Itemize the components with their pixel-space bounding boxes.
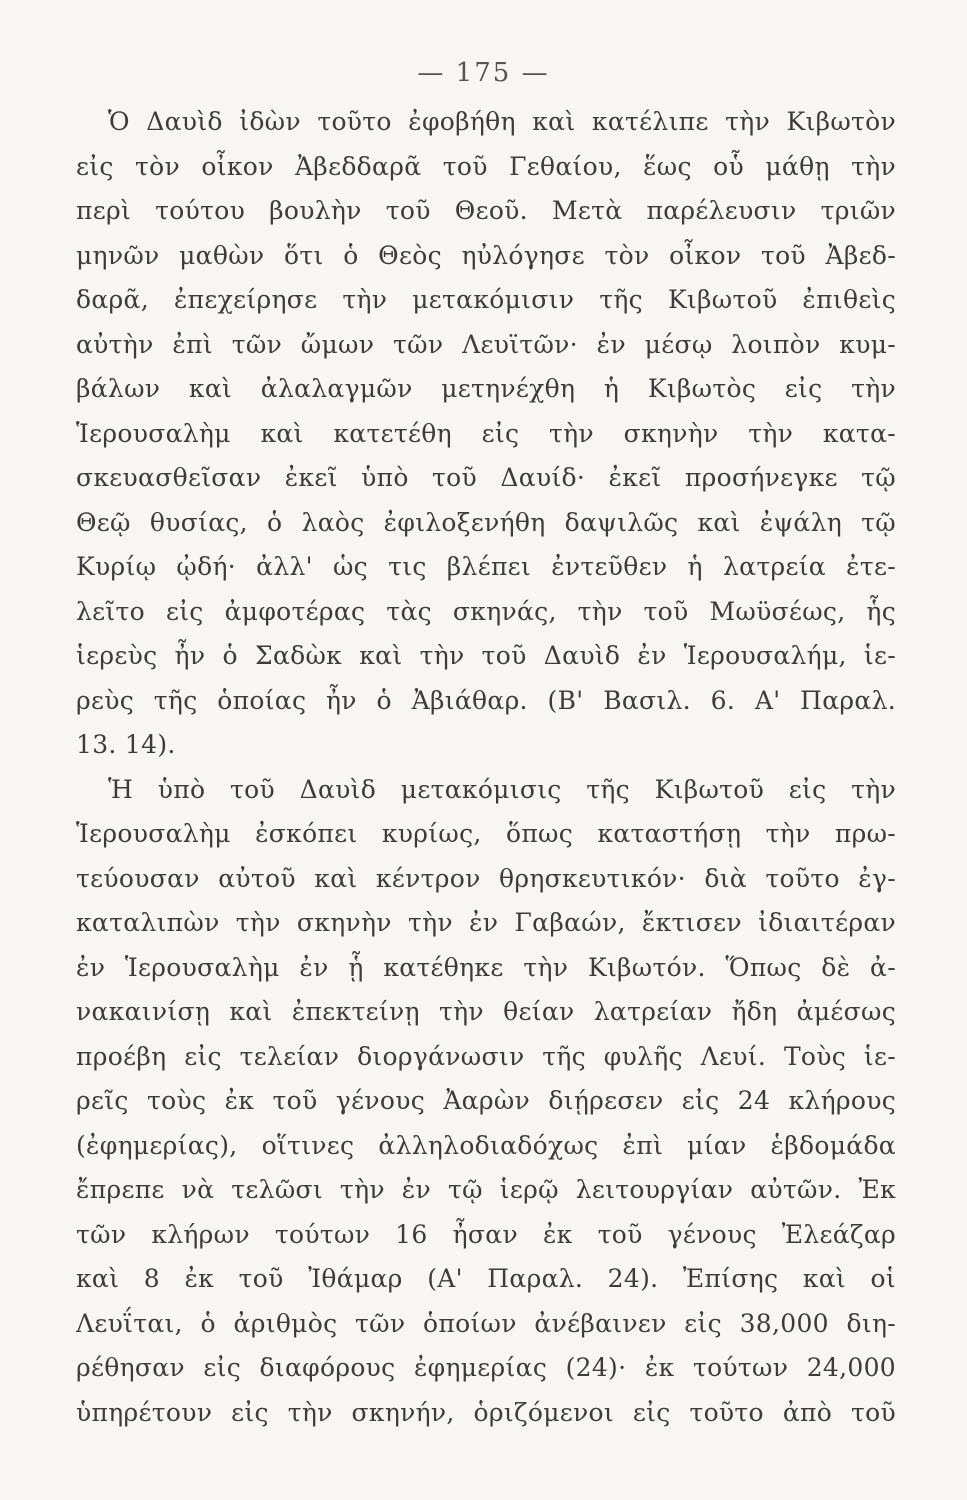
text-line: ρεὺς τῆς ὁποίας ἦν ὁ Ἀβιάθαρ. (Β' Βασιλ. 6. Α' Παραλ. [76, 685, 896, 715]
text-line: ἱερεὺς ἦν ὁ Σαδὼκ καὶ τὴν τοῦ Δαυὶδ ἐν Ἱερουσαλήμ, ἱε- [76, 641, 896, 670]
text-line: τεύουσαν αὐτοῦ καὶ κέντρον θρησκευτικόν· διὰ τοῦτο ἐγ- [76, 863, 896, 893]
text-line: Κυρίῳ ᾠδή· ἀλλ' ὡς τις βλέπει ἐντεῦθεν ἡ λατρεία ἐτε- [76, 552, 896, 581]
text-line: Ἱερουσαλὴμ ἐσκόπει κυρίως, ὅπως καταστήσῃ τὴν πρω- [76, 819, 896, 848]
text-line: λεῖτο εἰς ἀμφοτέρας τὰς σκηνάς, τὴν τοῦ Μωϋσέως, ἧς [76, 596, 896, 626]
paragraph-2 [76, 768, 896, 1436]
paragraph-1 [76, 100, 896, 768]
text-line: 13. 14). [76, 730, 176, 759]
text-line: Ὁ Δαυὶδ ἰδὼν τοῦτο ἐφοβήθη καὶ κατέλιπε τὴν Κιβωτὸν [108, 107, 896, 136]
text-line: μηνῶν μαθὼν ὅτι ὁ Θεὸς ηὐλόγησε τὸν οἶκον τοῦ Ἀβεδ- [76, 240, 896, 270]
text-line: Ἡ ὑπὸ τοῦ Δαυὶδ μετακόμισις τῆς Κιβωτοῦ εἰς τὴν [108, 774, 896, 804]
text-line: προέβη εἰς τελείαν διοργάνωσιν τῆς φυλῆς Λευί. Τοὺς ἱε- [76, 1041, 896, 1071]
text-line: σκευασθεῖσαν ἐκεῖ ὑπὸ τοῦ Δαυίδ· ἐκεῖ προσήνεγκε τῷ [76, 463, 896, 492]
text-line: βάλων καὶ ἀλαλαγμῶν μετηνέχθη ἡ Κιβωτὸς εἰς τὴν [76, 374, 896, 403]
text-line: ἔπρεπε νὰ τελῶσι τὴν ἐν τῷ ἱερῷ λειτουργίαν αὐτῶν. Ἐκ [76, 1175, 896, 1204]
text-line: δαρᾶ, ἐπεχείρησε τὴν μετακόμισιν τῆς Κιβωτοῦ ἐπιθεὶς [76, 285, 896, 314]
body-text [76, 100, 896, 1435]
page-number: — 175 — [417, 58, 550, 88]
text-line: αὐτὴν ἐπὶ τῶν ὤμων τῶν Λευϊτῶν· ἐν μέσῳ λοιπὸν κυμ- [76, 329, 896, 359]
text-line: περὶ τούτου βουλὴν τοῦ Θεοῦ. Μετὰ παρέλευσιν τριῶν [76, 196, 896, 225]
text-line: εἰς τὸν οἶκον Ἀβεδδαρᾶ τοῦ Γεθαίου, ἕως οὗ μάθῃ τὴν [76, 151, 896, 181]
text-line: Θεῷ θυσίας, ὁ λαὸς ἐφιλοξενήθη δαψιλῶς καὶ ἐψάλη τῷ [76, 507, 896, 537]
text-line: ἐν Ἱερουσαλὴμ ἐν ᾗ κατέθηκε τὴν Κιβωτόν. Ὅπως δὲ ἀ- [76, 952, 896, 982]
text-line: Λευΐται, ὁ ἀριθμὸς τῶν ὁποίων ἀνέβαινεν εἰς 38,000 διη- [76, 1308, 896, 1338]
text-line: ρεῖς τοὺς ἐκ τοῦ γένους Ἀαρὼν διῄρεσεν εἰς 24 κλήρους [76, 1086, 896, 1115]
text-line: (ἐφημερίας), οἵτινες ἀλληλοδιαδόχως ἐπὶ μίαν ἑβδομάδα [76, 1130, 896, 1160]
text-line: νακαινίσῃ καὶ ἐπεκτείνῃ τὴν θείαν λατρείαν ἤδη ἀμέσως [76, 997, 896, 1026]
text-line: τῶν κλήρων τούτων 16 ἦσαν ἐκ τοῦ γένους Ἐλεάζαρ [76, 1219, 896, 1249]
text-line: καταλιπὼν τὴν σκηνὴν τὴν ἐν Γαβαών, ἔκτισεν ἰδιαιτέραν [76, 908, 896, 937]
text-line: καὶ 8 ἐκ τοῦ Ἰθάμαρ (Α' Παραλ. 24). Ἐπίσης καὶ οἱ [76, 1264, 896, 1293]
text-line: Ἱερουσαλὴμ καὶ κατετέθη εἰς τὴν σκηνὴν τὴν κατα- [76, 418, 896, 448]
text-line: ὑπηρέτουν εἰς τὴν σκηνήν, ὁριζόμενοι εἰς τοῦτο ἀπὸ τοῦ [76, 1397, 896, 1427]
text-line: ρέθησαν εἰς διαφόρους ἐφημερίας (24)· ἐκ τούτων 24,000 [76, 1353, 896, 1382]
